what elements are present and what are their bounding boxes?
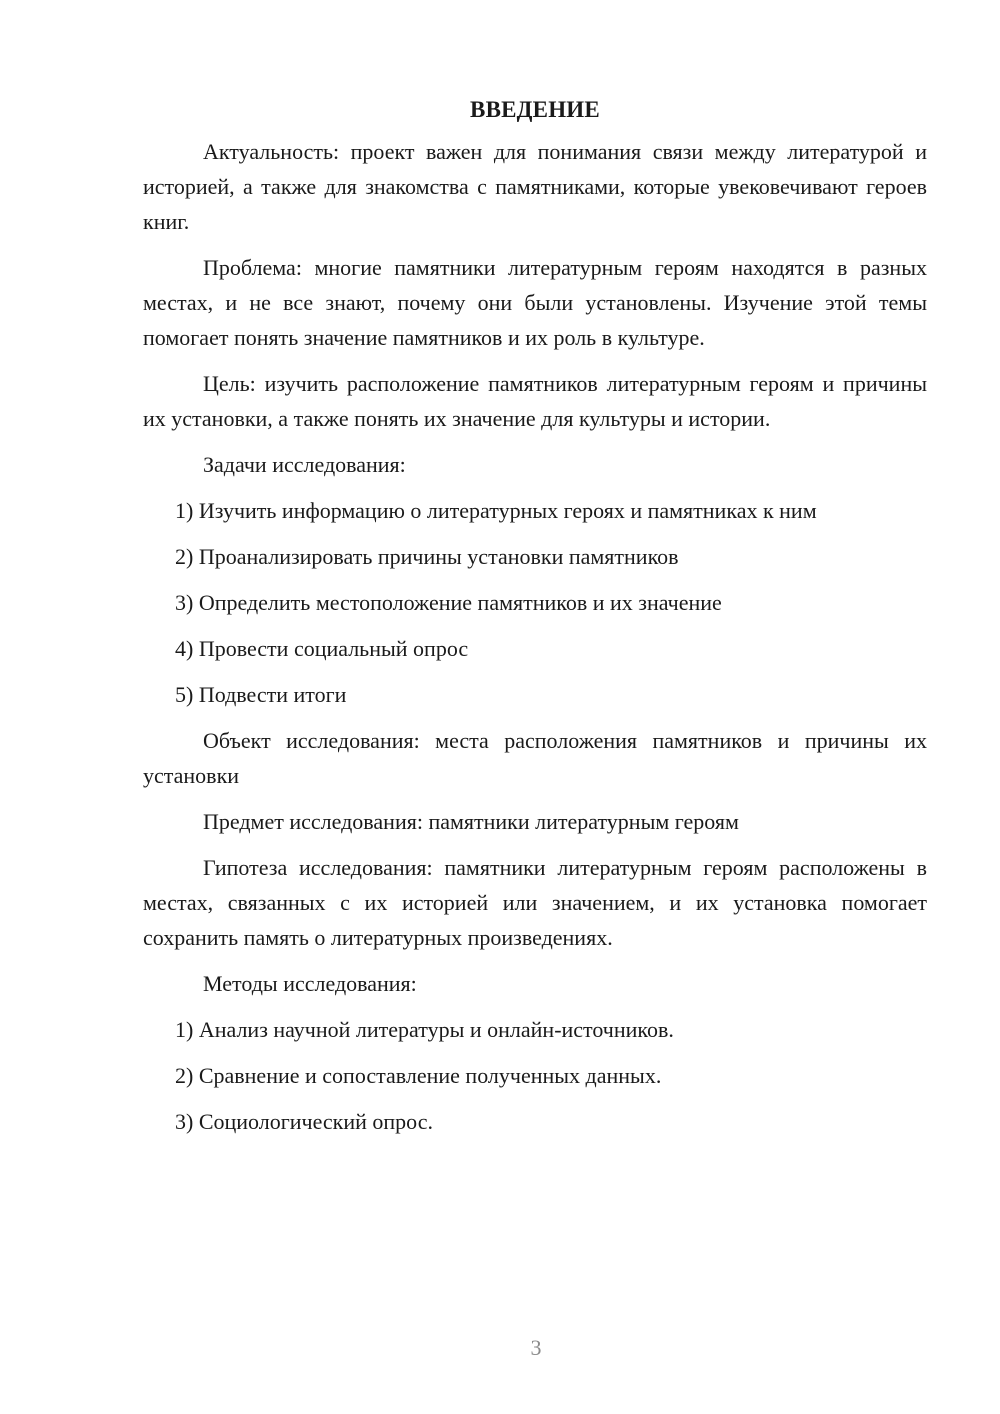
methods-label: Методы исследования:: [203, 971, 417, 996]
goal-paragraph: Цель: изучить расположение памятников литературным героям и причины их установки, а также понять их значение для культуры и истории.: [143, 371, 927, 431]
document-page: [143, 90, 927, 1150]
page-number: 3: [530, 1335, 542, 1360]
method-item: 3) Социологический опрос.: [175, 1109, 433, 1134]
task-item: 3) Определить местоположение памятников и их значение: [175, 590, 722, 615]
actuality-paragraph: Актуальность: проект важен для понимания связи между литературой и историей, а также для знакомства с памятниками, которые увековечивают героев книг.: [143, 139, 927, 234]
problem-paragraph: Проблема: многие памятники литературным героям находятся в разных местах, и не все знают, почему они были установлены. Изучение этой темы помогает понять значение памятников и их роль в культуре.: [143, 255, 927, 350]
method-item: 2) Сравнение и сопоставление полученных данных.: [175, 1063, 662, 1088]
hypothesis-paragraph: Гипотеза исследования: памятники литературным героям расположены в местах, связанных с их историей или значением, и их установка помогает сохранить память о литературных произведениях.: [143, 855, 927, 950]
task-item: 5) Подвести итоги: [175, 682, 347, 707]
method-item: 1) Анализ научной литературы и онлайн-источников.: [175, 1017, 674, 1042]
task-item: 2) Проанализировать причины установки памятников: [175, 544, 679, 569]
object-paragraph: Объект исследования: места расположения памятников и причины их установки: [143, 728, 927, 788]
section-title: ВВЕДЕНИЕ: [470, 97, 600, 122]
subject-paragraph: Предмет исследования: памятники литературным героям: [203, 809, 739, 834]
task-item: 4) Провести социальный опрос: [175, 636, 469, 661]
task-item: 1) Изучить информацию о литературных героях и памятниках к ним: [175, 498, 817, 523]
tasks-label: Задачи исследования:: [203, 452, 406, 477]
